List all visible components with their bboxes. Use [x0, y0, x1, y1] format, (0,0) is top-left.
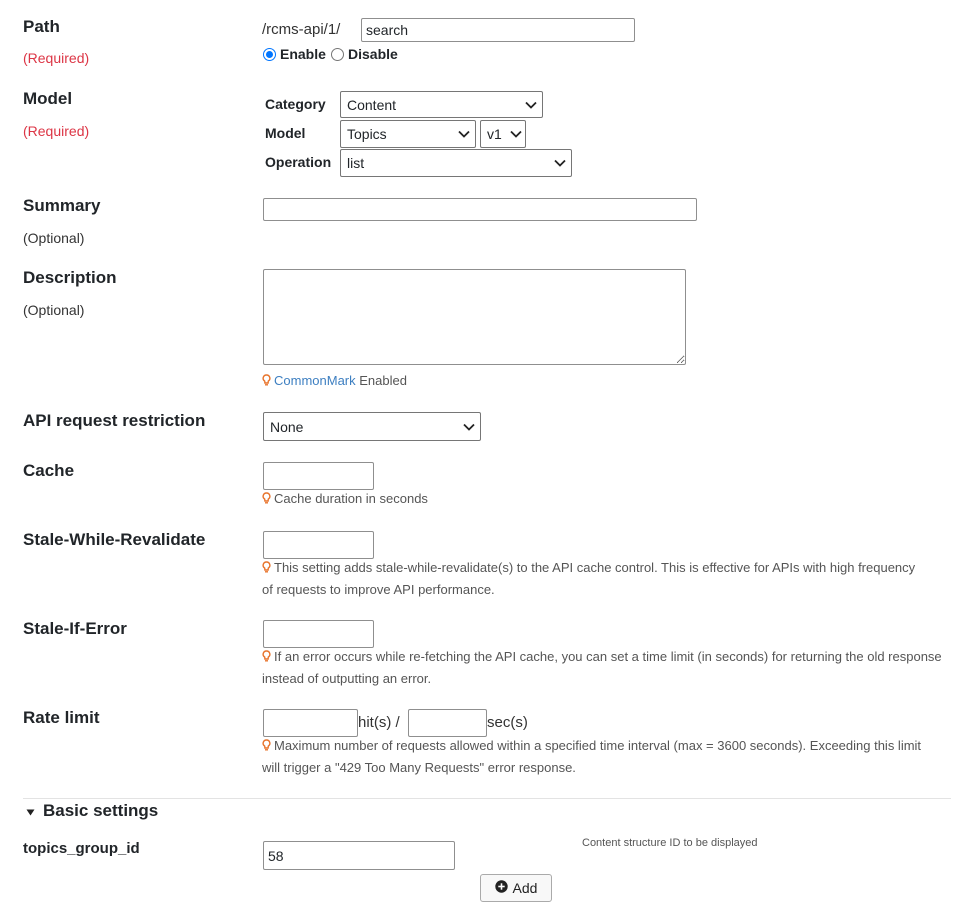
enable-radio-label: Enable: [280, 46, 326, 62]
rate-hits-unit: hit(s) /: [358, 714, 400, 731]
cache-label: Cache: [23, 461, 75, 480]
swr-hint-text: This setting adds stale-while-revalidate(s) to the API cache control. This is effective for APIs with high frequency of requests to improve API performance.: [262, 560, 916, 597]
cache-hint-text: Cache duration in seconds: [274, 491, 428, 506]
operation-label: Operation: [265, 154, 332, 170]
lightbulb-icon: [262, 649, 271, 669]
swr-label: Stale-While-Revalidate: [23, 530, 206, 549]
lightbulb-icon: [262, 491, 271, 511]
cache-hint: [262, 489, 942, 511]
operation-select-value: list: [347, 155, 365, 171]
path-required: (Required): [23, 50, 90, 66]
disable-radio-label: Disable: [348, 46, 398, 62]
chevron-down-icon: [507, 121, 525, 147]
description-optional: (Optional): [23, 302, 85, 318]
param-input[interactable]: [263, 841, 455, 870]
rate-hits-input[interactable]: [263, 709, 358, 737]
lightbulb-icon: [262, 738, 271, 758]
category-select-value: Content: [347, 96, 397, 113]
basic-settings-toggle[interactable]: [26, 801, 158, 821]
path-prefix: /rcms-api/1/: [262, 21, 341, 38]
summary-input[interactable]: [263, 198, 697, 221]
basic-settings-title: Basic settings: [43, 801, 159, 820]
model-select[interactable]: [340, 120, 476, 148]
commonmark-enabled-text: Enabled: [355, 373, 407, 388]
cache-input[interactable]: [263, 462, 374, 490]
version-select[interactable]: [480, 120, 526, 148]
enable-radio-dot[interactable]: [263, 48, 276, 61]
plus-circle-icon: [495, 880, 508, 896]
chevron-down-icon: [458, 413, 480, 440]
summary-optional: (Optional): [23, 230, 85, 246]
rate-sec-input[interactable]: [408, 709, 487, 737]
enable-radio[interactable]: [263, 46, 326, 62]
restriction-select[interactable]: [263, 412, 481, 441]
path-input[interactable]: [361, 18, 635, 42]
description-textarea[interactable]: [263, 269, 686, 365]
model-select-value: Topics: [347, 126, 387, 142]
lightbulb-icon: [262, 560, 271, 580]
description-hint: [262, 371, 942, 393]
description-label: Description: [23, 268, 117, 287]
sie-hint-text: If an error occurs while re-fetching the API cache, you can set a time limit (in seconds) for returning the old response instead of outputting an error.: [262, 649, 942, 686]
model-label: Model: [23, 89, 73, 108]
section-divider: [23, 798, 951, 799]
rate-hint: [262, 736, 942, 778]
version-select-value: v1: [487, 126, 502, 142]
triangle-down-icon: [26, 801, 35, 821]
lightbulb-icon: [262, 373, 271, 393]
commonmark-link[interactable]: CommonMark: [274, 373, 356, 388]
rate-hint-text: Maximum number of requests allowed within a specified time interval (max = 3600 seconds). Exceeding this limit will trigger a "429 Too Many Requests" error response.: [262, 738, 922, 775]
rate-sec-unit: sec(s): [487, 714, 528, 731]
rate-label: Rate limit: [23, 708, 100, 727]
chevron-down-icon: [520, 92, 542, 117]
model-required: (Required): [23, 123, 90, 139]
restriction-select-value: None: [270, 418, 304, 435]
param-label: topics_group_id: [23, 840, 140, 857]
category-select[interactable]: [340, 91, 543, 118]
sie-hint: [262, 647, 942, 689]
sie-input[interactable]: [263, 620, 374, 648]
disable-radio-dot[interactable]: [331, 48, 344, 61]
swr-input[interactable]: [263, 531, 374, 559]
disable-radio[interactable]: [331, 46, 398, 62]
operation-select[interactable]: [340, 149, 572, 177]
add-button[interactable]: [480, 874, 552, 902]
restriction-label: API request restriction: [23, 411, 206, 430]
param-description: Content structure ID to be displayed: [582, 837, 758, 849]
chevron-down-icon: [453, 121, 475, 147]
model-field-label: Model: [265, 125, 306, 141]
path-label: Path: [23, 17, 60, 36]
sie-label: Stale-If-Error: [23, 619, 127, 638]
add-button-label: Add: [512, 880, 538, 896]
swr-hint: [262, 558, 922, 600]
summary-label: Summary: [23, 196, 101, 215]
chevron-down-icon: [549, 150, 571, 176]
category-label: Category: [265, 96, 326, 112]
